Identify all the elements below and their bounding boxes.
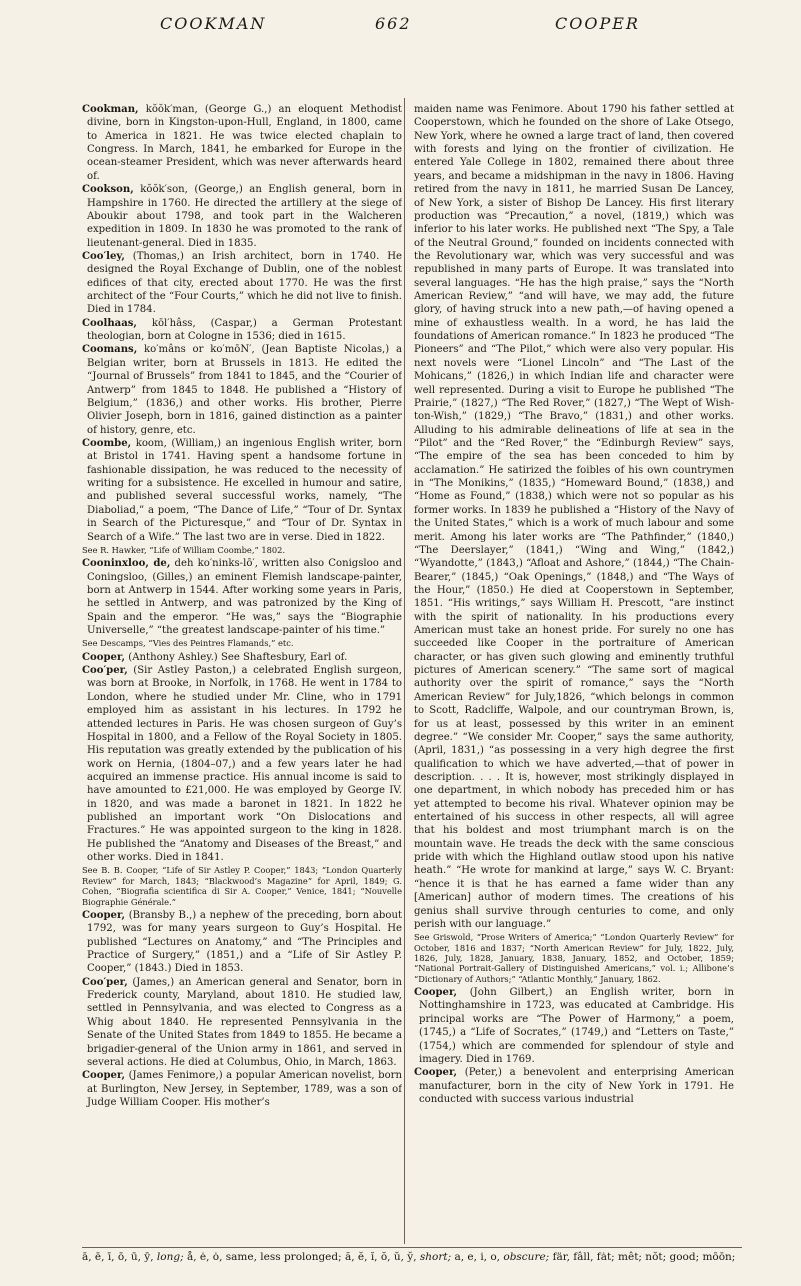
- right-column: [414, 103, 734, 1241]
- entry-text: kŏŏk′man, (George G.,) an eloquent Methodist divine, born in Kingston-upon-Hull, England, in 1800, came to America in 1821. He was twice elected chaplain to Congress. In March, 1841, he embarked for Europe in the ocean-steamer President, which was never afterwards heard of.: [87, 104, 402, 182]
- key-obscure-label: obscure;: [503, 1251, 550, 1263]
- entry-headword: Cooper,: [82, 909, 126, 921]
- entry-continuation: maiden name was Fenimore. About 1790 his father settled at Cooperstown, which he founded on the shore of Lake Otsego, New York, where he owned a large tract of land, then covered with forests and lying on the frontier of civilization. He entered Yale College in 1802, remained there about three years, and became a midshipman in the navy in 1806. Having retired from the navy in 1811, he married Susan De Lancey, of New York, a sister of Bishop De Lancey. His first literary production was “Precaution,” a novel, (1819,) which was inferior to his later works. He published next “The Spy, a Tale of the Neutral Ground,” founded on incidents connected with the Revolutionary war, which was very successful and was republished in many parts of Europe. It was translated into several languages. “He has the high praise,” says the “North American Review,” “and will have, we may add, the future glory, of having struck into a new path,—of having opened a mine of exhaustless wealth. In a word, he has laid the foundations of American romance.” In 1823 he produced “The Pioneers” and “The Pilot,” which were also very popular. His next novels were “Lionel Lincoln” and “The Last of the Mohicans,” (1826,) in which Indian life and character were well represented. During a visit to Europe he published “The Prairie,” (1827,) “The Red Rover,” (1827,) “The Wept of Wish-ton-Wish,” (1829,) “The Bravo,” (1831,) and other works. Alluding to his admirable delineations of life at sea in the “Pilot” and the “Red Rover,” the “Edinburgh Review” says, “The empire of the sea has been conceded to him by acclamation.” He satirized the foibles of his own countrymen in “The Monikins,” (1835,) “Homeward Bound,” (1838,) and “Home as Found,” (1838,) which were not so popular as his former works. In 1839 he published a “History of the Navy of the United States,” which is a work of much labour and some merit. Among his later works are “The Pathfinder,” (1840,) “The Deerslayer,” (1841,) “Wing and Wing,” (1842,) “Wyandotte,” (1843,) “Afloat and Ashore,” (1844,) “The Chain-Bearer,” (1845,) “Oak Openings,” (1848,) and “The Ways of the Hour,” (1850.) He died at Cooperstown in September, 1851. “His writings,” says William H. Prescott, “are instinct with the spirit of nationality. In his productions every American must take an honest pride. For surely no one has succeeded like Cooper in the portraiture of American character, or has given such glowing and eminently truthful pictures of American scenery.” “The same sort of magical authority over the spirit of romance,” says the “North American Review” for July,1826, “which belongs in common to Scott, Radcliffe, Walpole, and our countryman Brown, is, for us at least, possessed by this writer in an eminent degree.” “We consider Mr. Cooper,” says the same authority, (April, 1831,) “as possessing in a very high degree the first qualification to which we have adverted,—that of power in description. . . . It is, however, most strikingly displayed in one department, in which nobody has preceded him or has yet attempted to become his rival. Whatever opinion may be entertained of his success in other respects, all will agree that his boldest and most triumphant march is on the mountain wave. He treads the deck with the same conscious pride with which the Highland outlaw stood upon his native heath.” “He wrote for mankind at large,” says W. C. Bryant: “hence it is that he has earned a fame wider than any [American] author of modern times. The creations of his genius shall survive through centuries to come, and only perish with our language.”: [414, 104, 734, 930]
- running-header: [0, 10, 801, 36]
- dictionary-entry: [82, 664, 402, 864]
- entry-text: kŏŏk′son, (George,) an English general, born in Hampshire in 1760. He directed the artillery at the siege of Aboukir about 1798, and took part in the Walcheren expedition in 1809. In 1830 he was promoted to the rank of lieutenant-general. Died in 1835.: [87, 184, 402, 249]
- dictionary-entry: [82, 250, 402, 317]
- dictionary-entry: [82, 183, 402, 250]
- entry-headword: Cookman,: [82, 104, 139, 115]
- entry-headword: Coolhaas,: [82, 317, 137, 329]
- dictionary-entry: [82, 557, 402, 637]
- entry-text: deh ko′ninks-lō′, written also Conigsloo and Coningsloo, (Gilles,) an eminent Flemish landscape-painter, born at Antwerp in 1544. After working some years in Paris, he settled in Antwerp, and was patronized by the King of Spain and the emperor. “He was,” says the “Biographie Universelle,” “the greatest landscape-painter of his time.”: [87, 558, 402, 637]
- reference-note: See R. Hawker, “Life of William Coombe,” 1802.: [82, 544, 286, 555]
- left-column: [82, 103, 402, 1241]
- entry-text: (John Gilbert,) an English writer, born in Nottinghamshire in 1723, was educated at Cambridge. His principal works are “The Power of Harmony,” a poem, (1745,) a “Life of Socrates,” (1749,) and “Letters on Taste,” (1754,) which are commended for splendour of style and imagery. Died in 1769.: [419, 987, 734, 1065]
- entry-headword: Coo′ley,: [82, 250, 125, 262]
- page-number: 662: [375, 14, 412, 33]
- entry-headword: Cooper,: [82, 1070, 126, 1082]
- entry-headword: Cooper,: [414, 987, 458, 999]
- column-divider: [404, 98, 405, 1244]
- key-examples: fär, fâll, fȧt; mêt; nŏt; good; mōōn;: [552, 1251, 736, 1263]
- dictionary-entry: [414, 986, 734, 1066]
- entry-text: (James Fenimore,) a popular American novelist, born at Burlington, New Jersey, in September, 1789, was a son of Judge William Cooper. His mother’s: [87, 1070, 402, 1108]
- dictionary-entry: [82, 437, 402, 544]
- entry-headword: Coombe,: [82, 437, 132, 449]
- reference-note: See Griswold, “Prose Writers of America;” “London Quarterly Review” for October, 1816 and 1837; “North American Review” for July, 1822, July, 1826, July, 1828, January, 1838, January, 1852, and October, 1859; “National Portrait-Gallery of Distinguished Americans,” vol. i.; Allibone’s “Dictionary of Authors;” “Atlantic Monthly,” January, 1862.: [414, 932, 734, 984]
- key-long-label: long;: [156, 1251, 184, 1263]
- entry-text: (Peter,) a benevolent and enterprising American manufacturer, born in the city of New York in 1791. He conducted with success various industrial: [419, 1067, 734, 1105]
- entry-headword: Coo′per,: [82, 976, 128, 988]
- entry-text: (Thomas,) an Irish architect, born in 1740. He designed the Royal Exchange of Dublin, one of the noblest edifices of that city, erected about 1770. He was the first architect of the “Four Courts,” which he did not live to finish. Died in 1784.: [87, 250, 402, 316]
- entry-headword: Cooper,: [82, 651, 126, 663]
- reference-note: See Descamps, “Vies des Peintres Flamands,” etc.: [82, 638, 294, 649]
- entry-headword: Coo′per,: [82, 665, 128, 677]
- entry-text: (Sir Astley Paston,) a celebrated English surgeon, was born at Brooke, in Norfolk, in 1768. He went in 1784 to London, where he studied under Mr. Cline, who in 1791 employed him as assistant in his lectures. In 1792 he attended lectures in Paris. He was chosen surgeon of Guy’s Hospital in 1800, and a Fellow of the Royal Society in 1805. His reputation was greatly extended by the publication of his work on Hernia, (1804–07,) and a few years later he had acquired an immense practice. His annual income is said to have amounted to £21,000. He was employed by George IV. in 1820, and was made a baronet in 1821. In 1822 he published an important work “On Dislocations and Fractures.” He was appointed surgeon to the king in 1828. He published the “Anatomy and Diseases of the Breast,” and other works. Died in 1841.: [87, 665, 402, 864]
- dictionary-entry: [82, 651, 402, 664]
- dictionary-entry: [82, 343, 402, 437]
- entry-headword: Coomans,: [82, 344, 138, 356]
- dictionary-entry: [82, 1069, 402, 1109]
- pronunciation-key-footer: [82, 1247, 742, 1263]
- entry-headword: Cooninxloo, de,: [82, 558, 171, 570]
- dictionary-entry: [414, 1066, 734, 1106]
- entry-text: (Anthony Ashley.) See Shaftesbury, Earl of.: [125, 651, 348, 663]
- dictionary-entry: [82, 317, 402, 344]
- header-left-word: COOKMAN: [160, 14, 267, 33]
- dictionary-entry: [82, 976, 402, 1070]
- entry-text: (Bransby B.,) a nephew of the preceding, born about 1792, was for many years surgeon to Guy’s Hospital. He published “Lectures on Anatomy,” and “The Principles and Practice of Surgery,” (1851,) and a “Life of Sir Astley P. Cooper,” (1843.) Died in 1853.: [87, 909, 402, 975]
- header-right-word: COOPER: [555, 14, 640, 33]
- entry-headword: Cooper,: [414, 1067, 458, 1079]
- entry-text: (James,) an American general and Senator, born in Frederick county, Maryland, about 1810. He studied law, settled in Pennsylvania, and was elected to Congress as a Whig about 1840. He represented Pennsylvania in the Senate of the United States from 1849 to 1855. He became a brigadier-general of the Union army in 1861, and served in several actions. He died at Columbus, Ohio, in March, 1863.: [87, 976, 402, 1068]
- reference-note: See B. B. Cooper, “Life of Sir Astley P. Cooper,” 1843; “London Quarterly Review” for March, 1843; “Blackwood’s Magazine” for April, 1849; G. Cohen, “Biografia scientifica di Sir A. Cooper,” Venice, 1841; “Nouvelle Biographie Générale.”: [82, 865, 402, 907]
- entry-text: koom, (William,) an ingenious English writer, born at Bristol in 1741. Having spent a handsome fortune in fashionable dissipation, he was reduced to the necessity of writing for a subsistence. He excelled in humour and satire, and published several successful works, namely, “The Diaboliad,” a poem, “The Dance of Life,” “Tour of Dr. Syntax in Search of the Picturesque,” and “Tour of Dr. Syntax in Search of a Wife.” The last two are in verse. Died in 1822.: [87, 437, 402, 543]
- key-short-vowels: å, ė, ȯ, same, less prolonged; ă, ĕ, ĭ, ŏ, ŭ, y̆,: [186, 1251, 417, 1263]
- key-long-vowels: ā, ē, ī, ō, ū, ȳ,: [82, 1251, 154, 1263]
- dictionary-entry: [82, 103, 402, 183]
- dictionary-entry: [82, 909, 402, 976]
- key-short-label: short;: [419, 1251, 452, 1263]
- entry-headword: Cookson,: [82, 184, 134, 196]
- entry-text: kōl′hâss, (Caspar,) a German Protestant theologian, born at Cologne in 1536; died in 1615.: [87, 317, 402, 343]
- entry-text: ko′mâns or ko′mōN′, (Jean Baptiste Nicolas,) a Belgian writer, born at Brussels in 1813. He edited the “Journal of Brussels” from 1841 to 1845, and the “Courier of Antwerp” from 1845 to 1848. He published a “History of Belgium,” (1836,) and other works. His brother, Pierre Olivier Joseph, born in 1816, gained distinction as a painter of history, genre, etc.: [87, 344, 402, 436]
- key-obscure-vowels: a, e, i, o,: [454, 1251, 501, 1263]
